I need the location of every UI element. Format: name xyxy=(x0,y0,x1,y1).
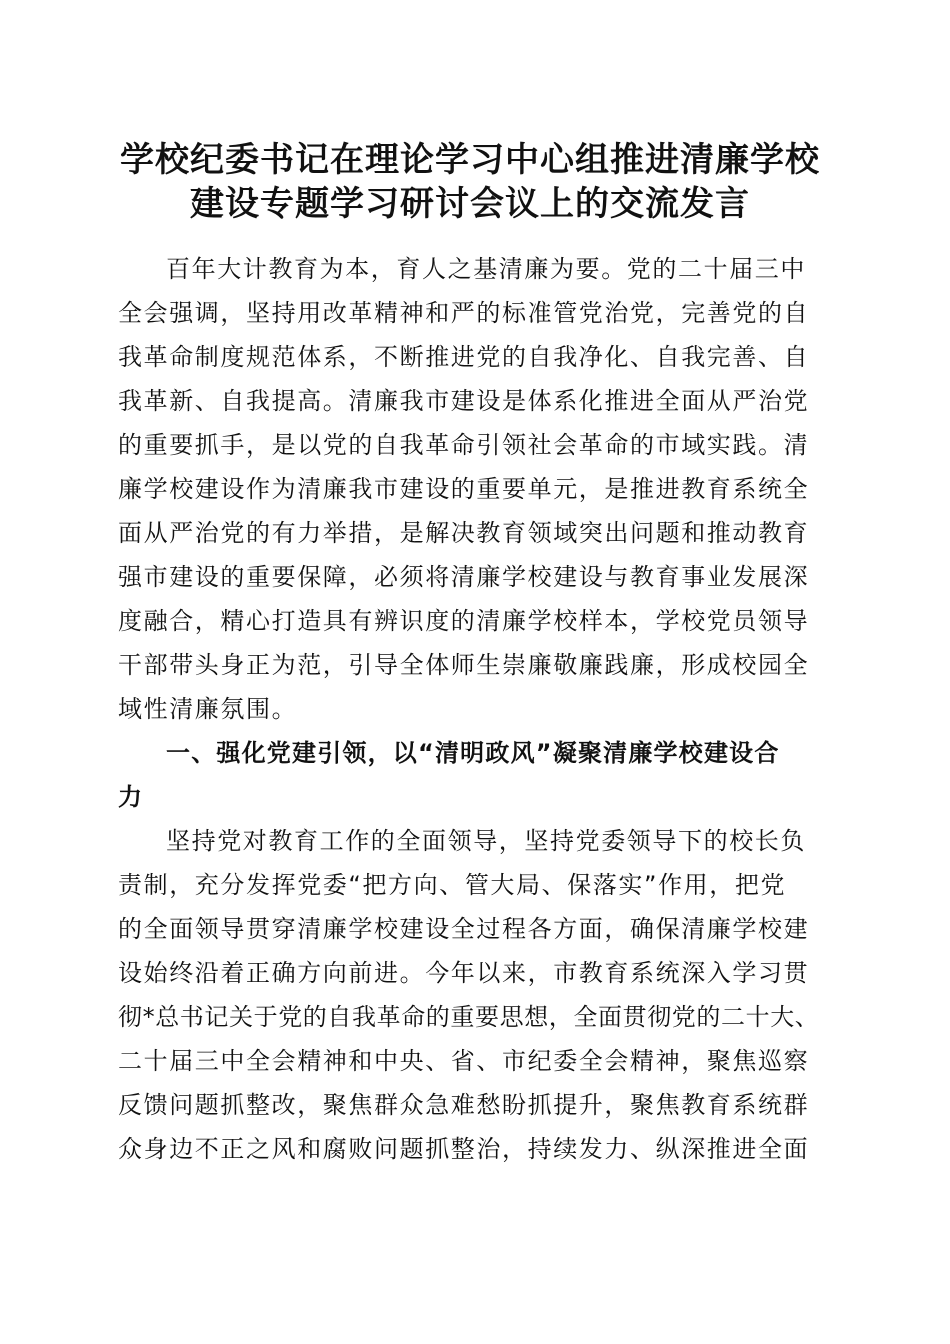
paragraph-1-line: 强市建设的重要保障，必须将清廉学校建设与教育事业发展深 xyxy=(118,563,810,591)
paragraph-2-line: 彻*总书记关于党的自我革命的重要思想，全面贯彻党的二十大、 xyxy=(118,1003,820,1031)
section-heading-1-line: 一、强化党建引领，以“清明政风”凝聚清廉学校建设合 xyxy=(166,739,780,767)
paragraph-1-line: 我革命制度规范体系，不断推进党的自我净化、自我完善、自 xyxy=(118,343,810,371)
section-heading-1-line: 力 xyxy=(118,783,144,811)
paragraph-2-line: 坚持党对教育工作的全面领导，坚持党委领导下的校长负 xyxy=(166,827,806,855)
document-title-line-1: 学校纪委书记在理论学习中心组推进清廉学校 xyxy=(120,140,820,180)
paragraph-2-line: 反馈问题抓整改，聚焦群众急难愁盼抓提升，聚焦教育系统群 xyxy=(118,1091,810,1119)
paragraph-2-line: 责制，充分发挥党委“把方向、管大局、保落实”作用，把党 xyxy=(118,871,787,899)
paragraph-2-line: 众身边不正之风和腐败问题抓整治，持续发力、纵深推进全面 xyxy=(118,1135,810,1163)
paragraph-1-line: 干部带头身正为范，引导全体师生崇廉敬廉践廉，形成校园全 xyxy=(118,651,810,679)
paragraph-1-line: 度融合，精心打造具有辨识度的清廉学校样本，学校党员领导 xyxy=(118,607,810,635)
paragraph-1-line: 域性清廉氛围。 xyxy=(118,695,298,723)
paragraph-1-line: 廉学校建设作为清廉我市建设的重要单元，是推进教育系统全 xyxy=(118,475,810,503)
paragraph-1-line: 全会强调，坚持用改革精神和严的标准管党治党，完善党的自 xyxy=(118,299,810,327)
paragraph-2-line: 二十届三中全会精神和中央、省、市纪委全会精神，聚焦巡察 xyxy=(118,1047,810,1075)
document-title-line-2: 建设专题学习研讨会议上的交流发言 xyxy=(190,184,750,224)
paragraph-1-line: 面从严治党的有力举措，是解决教育领域突出问题和推动教育 xyxy=(118,519,810,547)
paragraph-2-line: 设始终沿着正确方向前进。今年以来，市教育系统深入学习贯 xyxy=(118,959,810,987)
paragraph-2-line: 的全面领导贯穿清廉学校建设全过程各方面，确保清廉学校建 xyxy=(118,915,810,943)
paragraph-1-line: 我革新、自我提高。清廉我市建设是体系化推进全面从严治党 xyxy=(118,387,810,415)
paragraph-1-line: 的重要抓手，是以党的自我革命引领社会革命的市域实践。清 xyxy=(118,431,810,459)
paragraph-1-line: 百年大计教育为本，育人之基清廉为要。党的二十届三中 xyxy=(166,255,806,283)
